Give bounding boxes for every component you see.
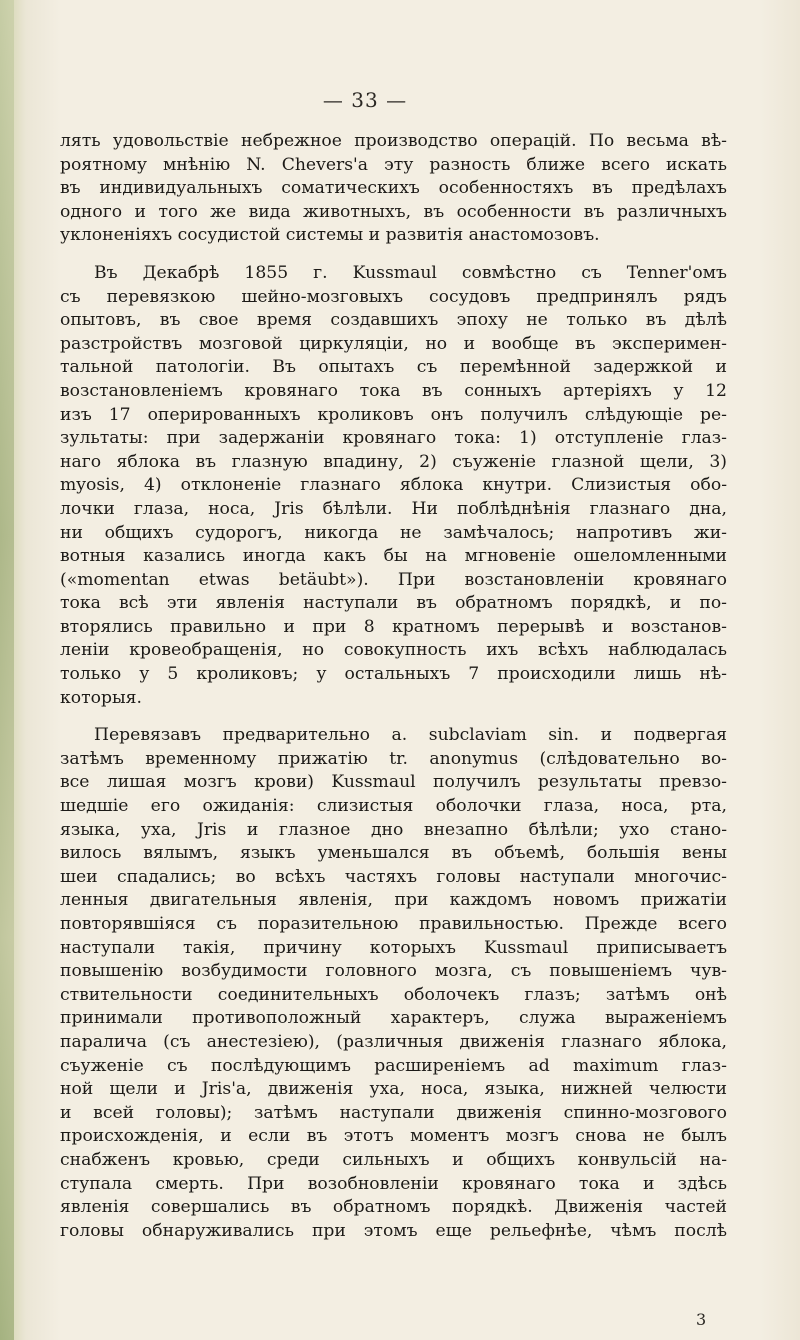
text-line: ни общихъ судорогъ, никогда не замѣчалось; напротивъ жи- [60,522,727,543]
text-line: языка, уха, Jris и глазное дно внезапно бѣлѣли; ухо стано- [60,819,727,840]
text-line: ленныя двигательныя явленія, при каждомъ новомъ прижатіи [60,890,727,911]
text-line: съ перевязкою шейно-мозговыхъ сосудовъ предпринялъ рядъ [60,286,727,307]
text-line: съуженіе съ послѣдующимъ расширеніемъ ad maximum глаз- [60,1055,727,1076]
signature-mark: 3 [696,1310,707,1329]
text-line: ступала смерть. При возобновленіи кровянаго тока и здѣсь [60,1173,727,1194]
text-line: въ индивидуальныхъ соматическихъ особенностяхъ въ предѣлахъ [60,178,727,199]
text-line: принимали противоположный характеръ, служа выраженіемъ [60,1008,727,1029]
text-line: шеи спадались; во всѣхъ частяхъ головы наступали многочис- [60,866,727,887]
text-line: («momentan etwas betäubt»). При возстановленіи кровянаго [60,569,727,590]
text-line: вотныя казались иногда какъ бы на мгновеніе ошеломленными [60,546,727,567]
text-line: вилось вялымъ, языкъ уменьшался въ объемѣ, большія вены [60,843,727,864]
text-line: все лишая мозгъ крови) Kussmaul получилъ результаты превзо- [60,772,727,793]
text-line: наго яблока въ глазную впадину, 2) съуженіе глазной щели, 3) [60,451,727,472]
text-line: уклоненіяхъ сосудистой системы и развитія анастомозовъ. [60,225,600,246]
text-line: ствительности соединительныхъ оболочекъ глазъ; затѣмъ онѣ [60,984,727,1005]
text-line: повторявшіяся съ поразительною правильностью. Прежде всего [60,914,727,934]
text-line: головы обнаруживались при этомъ еще рельефнѣе, чѣмъ послѣ [60,1220,727,1241]
text-line: которыя. [60,687,142,708]
text-line: снабженъ кровью, среди сильныхъ и общихъ конвульсій на- [60,1149,727,1170]
text-line: тальной патологіи. Въ опытахъ съ перемѣнной задержкой и [60,357,727,378]
text-line: myosis, 4) отклоненіе глазнаго яблока кнутри. Слизистыя обо- [60,475,727,496]
page-number: — 33 — [322,88,408,112]
text-line: леніи кровеобращенія, но совокупность ихъ всѣхъ наблюдалась [60,640,727,661]
text-line: ной щели и Jris'а, движенія уха, носа, языка, нижней челюсти [60,1079,727,1100]
text-line: изъ 17 оперированныхъ кроликовъ онъ получилъ слѣдующіе ре- [60,404,727,425]
text-line: вторялись правильно и при 8 кратномъ перерывѣ и возстанов- [60,616,727,637]
text-line: зультаты: при задержаніи кровянаго тока: 1) отступленіе глаз- [60,428,727,449]
text-line: одного и того же вида животныхъ, въ особенности въ различныхъ [60,201,727,222]
text-line: опытовъ, въ свое время создавшихъ эпоху не только въ дѣлѣ [60,310,727,331]
paragraph-2 [60,262,727,710]
paragraph-1 [60,130,727,248]
text-line: затѣмъ временному прижатію tr. anonymus (слѣдовательно во- [60,748,727,769]
text-line: лять удовольствіе небрежное производство операцій. По весьма вѣ- [60,131,727,151]
text-line: происхожденія, и если въ этотъ моментъ мозгъ снова не былъ [60,1126,727,1147]
text-line: возстановленіемъ кровянаго тока въ сонныхъ артеріяхъ у 12 [60,380,727,401]
text-line: наступали такія, причину которыхъ Kussmaul приписываетъ [60,937,727,958]
text-line: повышенію возбудимости головного мозга, съ повышеніемъ чув- [60,961,727,982]
paragraph-3 [60,724,727,1243]
text-line: явленія совершались въ обратномъ порядкѣ. Движенія частей [60,1197,727,1218]
text-line: роятному мнѣнію N. Chevers'а эту разность ближе всего искать [60,154,727,175]
text-line: Перевязавъ предварительно а. subclaviam sin. и подвергая [94,725,727,746]
text-line: паралича (съ анестезіею), (различныя движенія глазнаго яблока, [60,1031,727,1052]
text-line: только у 5 кроликовъ; у остальныхъ 7 происходили лишь нѣ- [60,664,727,685]
text-line: Въ Декабрѣ 1855 г. Kussmaul совмѣстно съ Tenner'омъ [94,262,727,283]
text-line: тока всѣ эти явленія наступали въ обратномъ порядкѣ, и по- [60,593,727,614]
body-text [60,130,727,1243]
page-binding-edge [0,0,14,1340]
text-line: шедшіе его ожиданія: слизистыя оболочки глаза, носа, рта, [60,796,727,817]
text-line: разстройствъ мозговой циркуляціи, но и вообще въ эксперимен- [60,333,727,354]
text-line: и всей головы); затѣмъ наступали движенія спинно-мозгового [60,1102,727,1123]
text-line: лочки глаза, носа, Jris бѣлѣли. Ни поблѣднѣнія глазнаго дна, [60,498,727,519]
